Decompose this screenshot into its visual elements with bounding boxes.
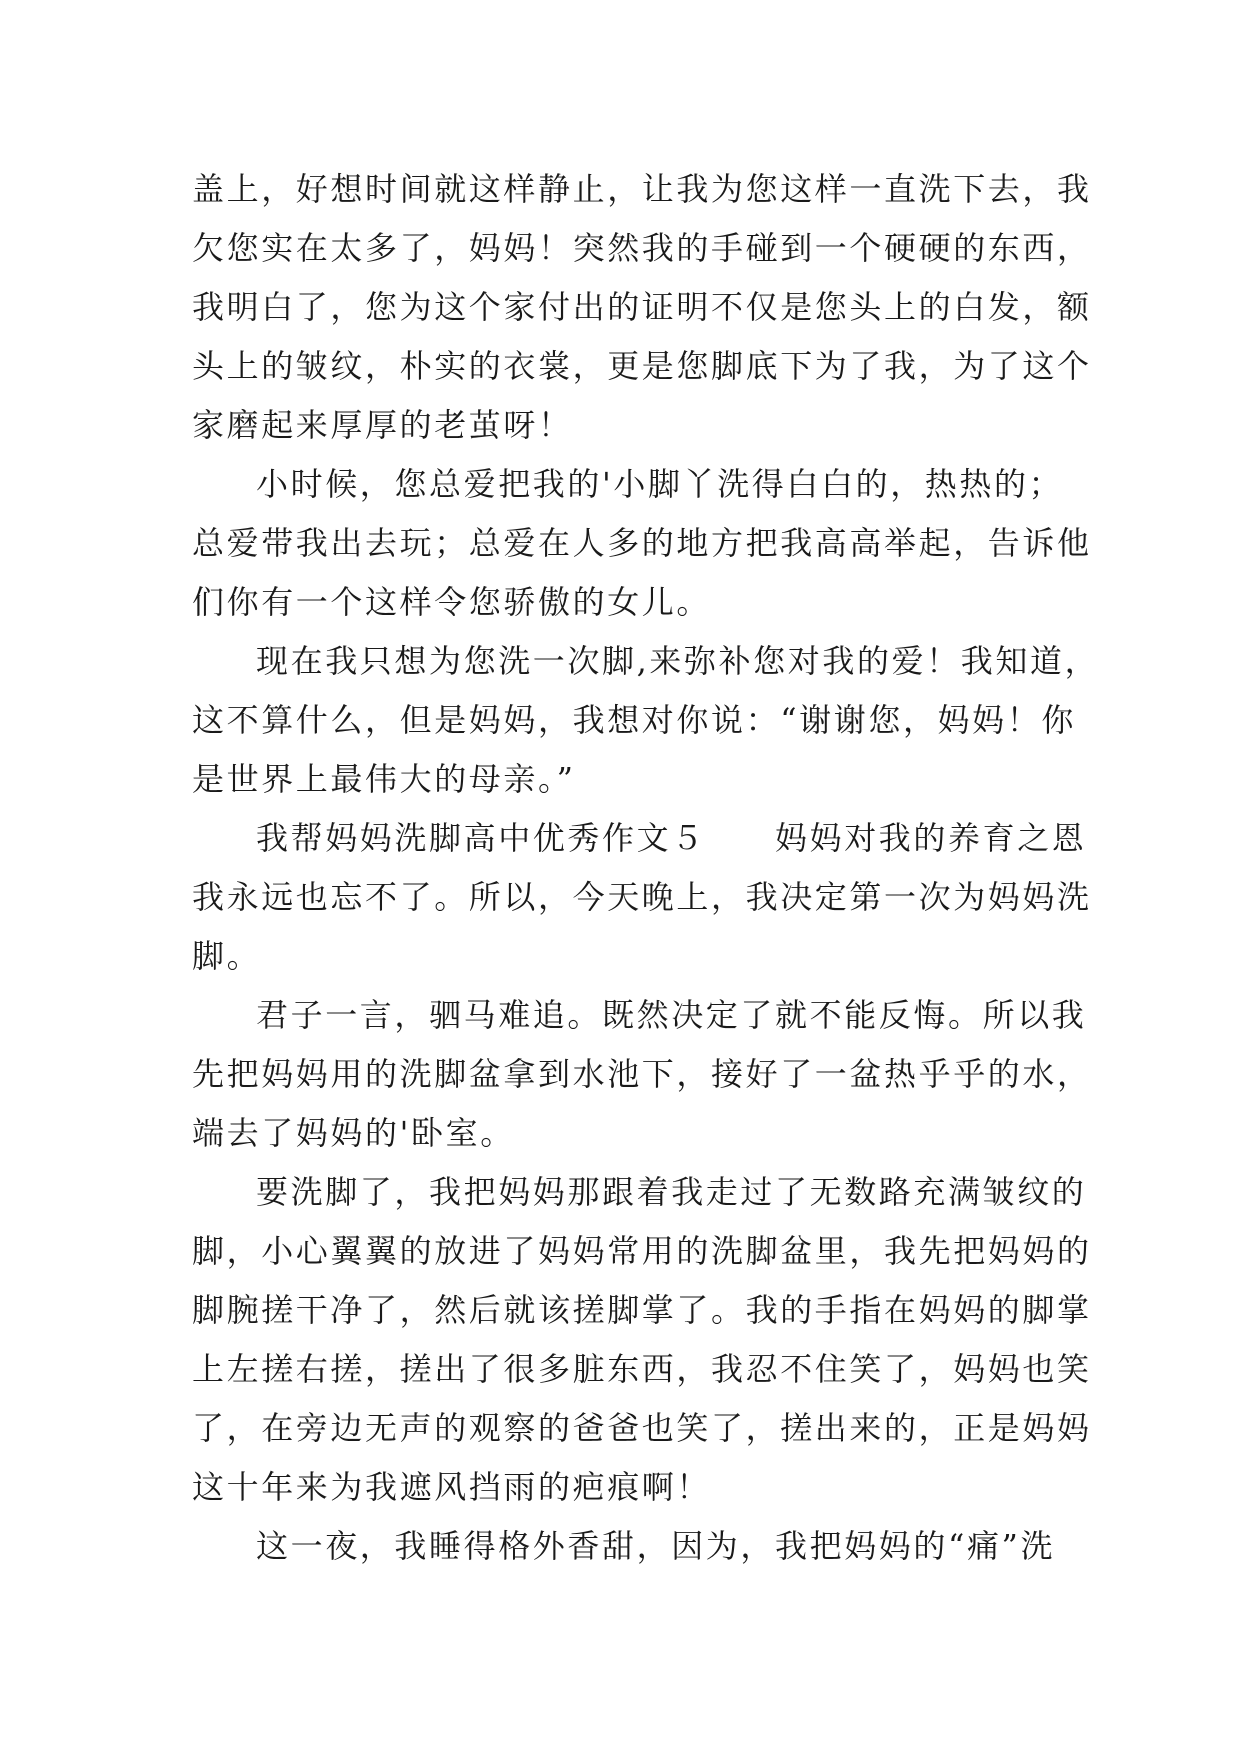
text-line: 总爱带我出去玩；总爱在人多的地方把我高高举起，告诉他: [192, 524, 1092, 562]
text-line: 脚腕搓干净了，然后就该搓脚掌了。我的手指在妈妈的脚掌: [192, 1291, 1092, 1329]
section-heading-line: 我帮妈妈洗脚高中优秀作文５ 妈妈对我的养育之恩: [256, 819, 1087, 857]
essay-body: [192, 160, 1100, 1576]
text-line: 我明白了，您为这个家付出的证明不仅是您头上的白发，额: [192, 288, 1092, 326]
text-line: 这十年来为我遮风挡雨的疤痕啊！: [192, 1468, 712, 1506]
text-line: 端去了妈妈的'卧室。: [192, 1114, 515, 1152]
text-line: 家磨起来厚厚的老茧呀！: [192, 406, 573, 444]
text-line: 欠您实在太多了，妈妈！突然我的手碰到一个硬硬的东西，: [192, 229, 1092, 267]
text-line: 是世界上最伟大的母亲。”: [192, 760, 576, 798]
text-line: 我永远也忘不了。所以，今天晚上，我决定第一次为妈妈洗: [192, 878, 1092, 916]
paragraph-first-line: 小时候，您总爱把我的'小脚丫洗得白白的，热热的；: [256, 465, 1064, 503]
text-line: 盖上，好想时间就这样静止，让我为您这样一直洗下去，我: [192, 170, 1092, 208]
text-line: 脚。: [192, 937, 262, 975]
paragraph-first-line: 现在我只想为您洗一次脚,来弥补您对我的爱！我知道，: [256, 642, 1100, 680]
text-line: 头上的皱纹，朴实的衣裳，更是您脚底下为了我，为了这个: [192, 347, 1092, 385]
paragraph-first-line: 要洗脚了，我把妈妈那跟着我走过了无数路充满皱纹的: [256, 1173, 1087, 1211]
text-line: 上左搓右搓，搓出了很多脏东西，我忍不住笑了，妈妈也笑: [192, 1350, 1092, 1388]
text-line: 这不算什么，但是妈妈，我想对你说：“谢谢您，妈妈！你: [192, 701, 1076, 739]
text-line: 了，在旁边无声的观察的爸爸也笑了，搓出来的，正是妈妈: [192, 1409, 1092, 1447]
text-line: 脚，小心翼翼的放进了妈妈常用的洗脚盆里，我先把妈妈的: [192, 1232, 1092, 1270]
paragraph-first-line: 君子一言，驷马难追。既然决定了就不能反悔。所以我: [256, 996, 1087, 1034]
text-line: 们你有一个这样令您骄傲的女儿。: [192, 583, 712, 621]
paragraph-first-line: 这一夜，我睡得格外香甜，因为，我把妈妈的“痛”洗: [256, 1527, 1056, 1565]
text-line: 先把妈妈用的洗脚盆拿到水池下，接好了一盆热乎乎的水，: [192, 1055, 1092, 1093]
